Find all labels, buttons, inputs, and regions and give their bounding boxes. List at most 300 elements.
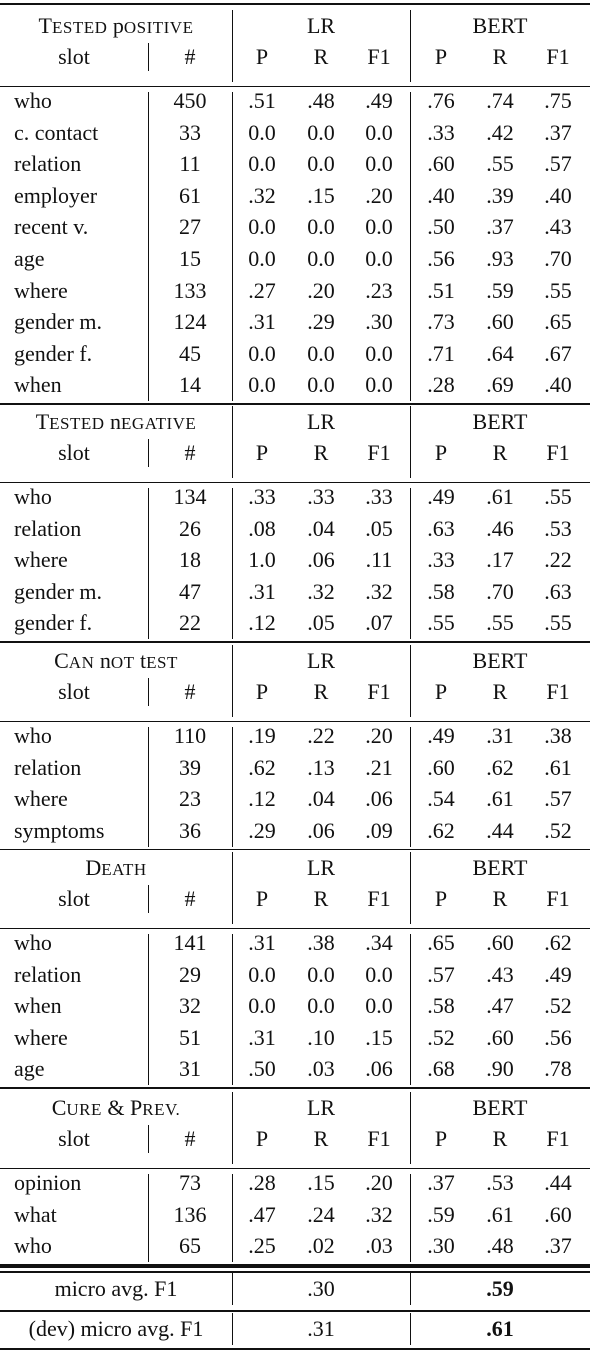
slot-name: gender m. xyxy=(14,578,102,604)
section-rule xyxy=(0,403,590,405)
metric-header: F1 xyxy=(367,886,391,911)
bert-value: .22 xyxy=(544,547,572,573)
bert-value: .59 xyxy=(427,1201,455,1227)
header-divider xyxy=(148,1125,149,1153)
lr-value: 0.0 xyxy=(248,119,276,145)
lr-value: .13 xyxy=(307,754,335,780)
lr-value: .20 xyxy=(307,277,335,303)
lr-value: 0.0 xyxy=(365,961,393,987)
bert-value: .42 xyxy=(486,119,514,145)
slot-name: who xyxy=(14,1233,52,1259)
slot-count: 32 xyxy=(179,993,201,1019)
metric-header: P xyxy=(434,44,448,69)
metric-header: R xyxy=(492,1126,508,1151)
slot-header: slot xyxy=(58,1126,90,1151)
body-divider xyxy=(410,1174,411,1262)
slot-count: 31 xyxy=(179,1056,201,1082)
lr-value: .48 xyxy=(307,88,335,113)
slot-name: gender f. xyxy=(14,610,93,636)
bert-value: .55 xyxy=(427,610,455,636)
summary-double-rule xyxy=(0,1266,590,1268)
lr-value: .06 xyxy=(307,547,335,573)
header-divider xyxy=(232,645,233,717)
bert-value: .75 xyxy=(544,88,572,113)
bert-value: .55 xyxy=(544,484,572,509)
header-divider xyxy=(410,406,411,478)
lr-value: .20 xyxy=(365,1170,393,1195)
slot-count: 61 xyxy=(179,182,201,208)
lr-value: .51 xyxy=(248,88,276,113)
section-rule xyxy=(0,641,590,643)
lr-value: .06 xyxy=(365,786,393,812)
summary-lr: .30 xyxy=(307,1276,335,1301)
slot-name: employer xyxy=(14,182,98,208)
bert-value: .69 xyxy=(486,372,514,398)
bert-value: .49 xyxy=(427,723,455,748)
summary-lr: .31 xyxy=(307,1316,335,1341)
bert-value: .93 xyxy=(486,246,514,271)
summary-divider xyxy=(410,1313,411,1345)
lr-value: 0.0 xyxy=(248,993,276,1019)
metric-header: R xyxy=(492,44,508,69)
metric-header: F1 xyxy=(546,44,570,69)
slot-count: 14 xyxy=(179,372,201,398)
lr-value: .33 xyxy=(248,484,276,509)
slot-name: who xyxy=(14,88,52,113)
summary-label: (dev) micro avg. F1 xyxy=(28,1316,204,1341)
lr-value: .03 xyxy=(365,1233,393,1259)
body-divider xyxy=(410,488,411,639)
slot-name: recent v. xyxy=(14,214,89,240)
bert-value: .43 xyxy=(486,961,514,987)
summary-bert: .59 xyxy=(486,1276,514,1301)
bert-value: .59 xyxy=(486,277,514,303)
bert-value: .57 xyxy=(544,151,572,177)
bert-header: BERT xyxy=(472,13,528,38)
lr-value: .32 xyxy=(248,182,276,208)
bert-value: .55 xyxy=(544,610,572,636)
lr-value: 0.0 xyxy=(365,246,393,271)
top-rule xyxy=(0,3,590,5)
bert-value: .60 xyxy=(486,930,514,955)
bert-value: .28 xyxy=(427,372,455,398)
bert-value: .52 xyxy=(544,817,572,843)
metric-header: F1 xyxy=(367,440,391,465)
header-divider xyxy=(148,439,149,467)
lr-value: .23 xyxy=(365,277,393,303)
bert-value: .67 xyxy=(544,340,572,366)
section-title: CAN nOT tEST xyxy=(54,648,178,673)
bert-value: .62 xyxy=(427,817,455,843)
slot-count: 15 xyxy=(179,246,201,271)
bert-header: BERT xyxy=(472,1095,528,1120)
body-divider xyxy=(232,1174,233,1262)
body-divider xyxy=(232,727,233,847)
metric-header: F1 xyxy=(546,440,570,465)
slot-name: relation xyxy=(14,151,82,177)
lr-value: .20 xyxy=(365,182,393,208)
body-divider xyxy=(410,727,411,847)
bert-value: .47 xyxy=(486,993,514,1019)
bert-value: .76 xyxy=(427,88,455,113)
slot-name: where xyxy=(14,277,68,303)
slot-count: 26 xyxy=(179,515,201,541)
lr-value: 0.0 xyxy=(248,151,276,177)
bert-value: .64 xyxy=(486,340,514,366)
header-divider xyxy=(232,406,233,478)
metric-header: F1 xyxy=(367,679,391,704)
lr-value: 0.0 xyxy=(307,214,335,240)
count-header: # xyxy=(184,44,196,69)
body-divider xyxy=(232,488,233,639)
lr-header: LR xyxy=(306,855,336,880)
bert-value: .73 xyxy=(427,309,455,335)
bert-value: .43 xyxy=(544,214,572,240)
slot-name: when xyxy=(14,372,62,398)
slot-count: 29 xyxy=(179,961,201,987)
lr-value: .09 xyxy=(365,817,393,843)
bert-value: .62 xyxy=(486,754,514,780)
lr-value: .34 xyxy=(365,930,393,955)
bert-value: .40 xyxy=(544,372,572,398)
count-header: # xyxy=(184,1126,196,1151)
metric-header: R xyxy=(313,440,329,465)
slot-count: 134 xyxy=(173,484,207,509)
slot-name: where xyxy=(14,547,68,573)
lr-value: .22 xyxy=(307,723,335,748)
lr-value: 0.0 xyxy=(248,246,276,271)
lr-value: 1.0 xyxy=(248,547,276,573)
slot-name: who xyxy=(14,484,52,509)
bert-value: .48 xyxy=(486,1233,514,1259)
lr-value: 0.0 xyxy=(307,151,335,177)
lr-value: 0.0 xyxy=(307,246,335,271)
bert-value: .55 xyxy=(486,151,514,177)
bert-value: .30 xyxy=(427,1233,455,1259)
bert-header: BERT xyxy=(472,648,528,673)
slot-count: 18 xyxy=(179,547,201,573)
body-divider xyxy=(410,92,411,401)
lr-value: .06 xyxy=(365,1056,393,1082)
lr-value: 0.0 xyxy=(248,372,276,398)
slot-name: relation xyxy=(14,515,82,541)
slot-count: 65 xyxy=(179,1233,201,1259)
lr-value: .03 xyxy=(307,1056,335,1082)
metric-header: R xyxy=(492,886,508,911)
lr-value: 0.0 xyxy=(307,340,335,366)
body-divider xyxy=(232,934,233,1085)
slot-name: who xyxy=(14,930,52,955)
slot-count: 33 xyxy=(179,119,201,145)
lr-header: LR xyxy=(306,13,336,38)
lr-value: .32 xyxy=(307,578,335,604)
header-divider xyxy=(148,43,149,71)
lr-value: 0.0 xyxy=(365,340,393,366)
header-divider xyxy=(410,1092,411,1164)
bert-value: .44 xyxy=(544,1170,572,1195)
slot-name: gender f. xyxy=(14,340,93,366)
bert-value: .56 xyxy=(427,246,455,271)
lr-value: .02 xyxy=(307,1233,335,1259)
bert-value: .54 xyxy=(427,786,455,812)
lr-value: .32 xyxy=(365,1201,393,1227)
bert-header: BERT xyxy=(472,855,528,880)
bert-value: .63 xyxy=(427,515,455,541)
lr-value: .05 xyxy=(365,515,393,541)
bert-value: .40 xyxy=(427,182,455,208)
metric-header: R xyxy=(492,679,508,704)
bert-value: .56 xyxy=(544,1024,572,1050)
body-divider xyxy=(148,1174,149,1262)
bert-value: .39 xyxy=(486,182,514,208)
bert-value: .17 xyxy=(486,547,514,573)
metric-header: R xyxy=(313,44,329,69)
lr-value: 0.0 xyxy=(248,214,276,240)
metric-header: R xyxy=(492,440,508,465)
section-title: TESTED nEGATIVE xyxy=(35,409,197,434)
lr-value: .31 xyxy=(248,578,276,604)
bert-value: .58 xyxy=(427,578,455,604)
bert-value: .50 xyxy=(427,214,455,240)
metric-header: F1 xyxy=(367,1126,391,1151)
lr-value: .27 xyxy=(248,277,276,303)
bert-value: .52 xyxy=(427,1024,455,1050)
metric-header: F1 xyxy=(546,1126,570,1151)
lr-value: .30 xyxy=(365,309,393,335)
lr-value: .07 xyxy=(365,610,393,636)
lr-value: .50 xyxy=(248,1056,276,1082)
metric-header: P xyxy=(434,1126,448,1151)
lr-value: .47 xyxy=(248,1201,276,1227)
section-title: DEATH xyxy=(85,855,147,880)
bert-value: .62 xyxy=(544,930,572,955)
lr-value: .28 xyxy=(248,1170,276,1195)
bert-value: .65 xyxy=(544,309,572,335)
bert-value: .44 xyxy=(486,817,514,843)
body-divider xyxy=(148,934,149,1085)
header-divider xyxy=(410,10,411,82)
slot-name: age xyxy=(14,246,45,271)
lr-value: .10 xyxy=(307,1024,335,1050)
slot-count: 450 xyxy=(173,88,207,113)
metric-header: F1 xyxy=(546,679,570,704)
header-divider xyxy=(232,1092,233,1164)
metric-header: P xyxy=(434,440,448,465)
lr-value: .32 xyxy=(365,578,393,604)
lr-value: .29 xyxy=(248,817,276,843)
slot-header: slot xyxy=(58,44,90,69)
lr-value: .33 xyxy=(365,484,393,509)
bert-value: .60 xyxy=(427,754,455,780)
slot-count: 45 xyxy=(179,340,201,366)
summary-rule xyxy=(0,1310,590,1312)
slot-count: 22 xyxy=(179,610,201,636)
lr-value: .24 xyxy=(307,1201,335,1227)
section-title: TESTED pOSITIVE xyxy=(38,13,194,38)
bert-value: .38 xyxy=(544,723,572,748)
summary-divider xyxy=(410,1273,411,1305)
bert-value: .37 xyxy=(486,214,514,240)
slot-name: symptoms xyxy=(14,817,105,843)
bert-value: .53 xyxy=(486,1170,514,1195)
lr-value: .15 xyxy=(307,182,335,208)
lr-value: .33 xyxy=(307,484,335,509)
slot-name: opinion xyxy=(14,1170,82,1195)
lr-value: .12 xyxy=(248,786,276,812)
lr-header: LR xyxy=(306,648,336,673)
lr-value: .31 xyxy=(248,1024,276,1050)
bert-value: .46 xyxy=(486,515,514,541)
lr-value: .05 xyxy=(307,610,335,636)
bert-value: .55 xyxy=(544,277,572,303)
slot-name: where xyxy=(14,1024,68,1050)
bert-header: BERT xyxy=(472,409,528,434)
body-divider xyxy=(148,488,149,639)
bert-value: .57 xyxy=(427,961,455,987)
bert-value: .78 xyxy=(544,1056,572,1082)
body-divider xyxy=(148,92,149,401)
count-header: # xyxy=(184,440,196,465)
slot-name: relation xyxy=(14,961,82,987)
section-rule xyxy=(0,1087,590,1089)
lr-value: .20 xyxy=(365,723,393,748)
bert-value: .58 xyxy=(427,993,455,1019)
summary-divider xyxy=(232,1273,233,1305)
bert-value: .60 xyxy=(427,151,455,177)
slot-count: 124 xyxy=(173,309,207,335)
lr-value: 0.0 xyxy=(365,119,393,145)
lr-value: .04 xyxy=(307,515,335,541)
bert-value: .33 xyxy=(427,547,455,573)
header-divider xyxy=(148,678,149,706)
bert-value: .53 xyxy=(544,515,572,541)
bert-value: .61 xyxy=(486,1201,514,1227)
metric-header: F1 xyxy=(367,44,391,69)
bert-value: .61 xyxy=(486,484,514,509)
slot-name: relation xyxy=(14,754,82,780)
lr-value: .08 xyxy=(248,515,276,541)
lr-value: .15 xyxy=(307,1170,335,1195)
slot-count: 133 xyxy=(173,277,207,303)
slot-name: c. contact xyxy=(14,119,99,145)
header-rule xyxy=(0,482,590,483)
metric-header: P xyxy=(255,679,269,704)
metric-header: F1 xyxy=(546,886,570,911)
bert-value: .70 xyxy=(544,246,572,271)
count-header: # xyxy=(184,679,196,704)
body-divider xyxy=(410,934,411,1085)
slot-count: 27 xyxy=(179,214,201,240)
slot-count: 110 xyxy=(173,723,207,748)
header-divider xyxy=(232,10,233,82)
bert-value: .31 xyxy=(486,723,514,748)
summary-bert: .61 xyxy=(486,1316,514,1341)
lr-value: .31 xyxy=(248,930,276,955)
lr-value: 0.0 xyxy=(307,993,335,1019)
lr-value: 0.0 xyxy=(307,961,335,987)
summary-double-rule xyxy=(0,1271,590,1273)
bert-value: .90 xyxy=(486,1056,514,1082)
body-divider xyxy=(232,92,233,401)
lr-header: LR xyxy=(306,1095,336,1120)
lr-value: 0.0 xyxy=(365,372,393,398)
bert-value: .49 xyxy=(544,961,572,987)
metric-header: R xyxy=(313,1126,329,1151)
metric-header: P xyxy=(434,886,448,911)
header-rule xyxy=(0,86,590,87)
lr-value: .21 xyxy=(365,754,393,780)
bert-value: .61 xyxy=(544,754,572,780)
lr-value: .38 xyxy=(307,930,335,955)
bert-value: .68 xyxy=(427,1056,455,1082)
lr-value: 0.0 xyxy=(307,119,335,145)
bert-value: .49 xyxy=(427,484,455,509)
bottom-rule xyxy=(0,1348,590,1350)
count-header: # xyxy=(184,886,196,911)
lr-value: 0.0 xyxy=(248,340,276,366)
bert-value: .57 xyxy=(544,786,572,812)
header-divider xyxy=(410,645,411,717)
metric-header: P xyxy=(255,1126,269,1151)
slot-count: 36 xyxy=(179,817,201,843)
bert-value: .65 xyxy=(427,930,455,955)
header-divider xyxy=(148,885,149,913)
lr-value: .06 xyxy=(307,817,335,843)
lr-value: 0.0 xyxy=(307,372,335,398)
bert-value: .63 xyxy=(544,578,572,604)
bert-value: .51 xyxy=(427,277,455,303)
bert-value: .70 xyxy=(486,578,514,604)
slot-name: what xyxy=(14,1201,57,1227)
bert-value: .71 xyxy=(427,340,455,366)
header-divider xyxy=(410,852,411,924)
lr-value: .62 xyxy=(248,754,276,780)
bert-value: .37 xyxy=(427,1170,455,1195)
lr-value: 0.0 xyxy=(365,214,393,240)
lr-value: 0.0 xyxy=(365,993,393,1019)
section-title: CURE & PREV. xyxy=(51,1095,181,1120)
slot-count: 51 xyxy=(179,1024,201,1050)
slot-count: 136 xyxy=(173,1201,207,1227)
lr-value: .31 xyxy=(248,309,276,335)
bert-value: .37 xyxy=(544,119,572,145)
section-rule xyxy=(0,849,590,851)
slot-count: 11 xyxy=(179,151,201,177)
slot-name: gender m. xyxy=(14,309,102,335)
bert-value: .74 xyxy=(486,88,514,113)
lr-value: 0.0 xyxy=(248,961,276,987)
lr-value: .19 xyxy=(248,723,276,748)
lr-value: .25 xyxy=(248,1233,276,1259)
header-rule xyxy=(0,1168,590,1169)
bert-value: .55 xyxy=(486,610,514,636)
slot-name: age xyxy=(14,1056,45,1082)
lr-value: .11 xyxy=(365,547,393,573)
metric-header: P xyxy=(255,440,269,465)
metric-header: R xyxy=(313,886,329,911)
lr-value: .29 xyxy=(307,309,335,335)
header-divider xyxy=(232,852,233,924)
bert-value: .61 xyxy=(486,786,514,812)
lr-value: .04 xyxy=(307,786,335,812)
slot-header: slot xyxy=(58,440,90,465)
lr-value: .49 xyxy=(365,88,393,113)
bert-value: .33 xyxy=(427,119,455,145)
slot-header: slot xyxy=(58,886,90,911)
metric-header: P xyxy=(434,679,448,704)
metric-header: P xyxy=(255,886,269,911)
lr-value: .12 xyxy=(248,610,276,636)
